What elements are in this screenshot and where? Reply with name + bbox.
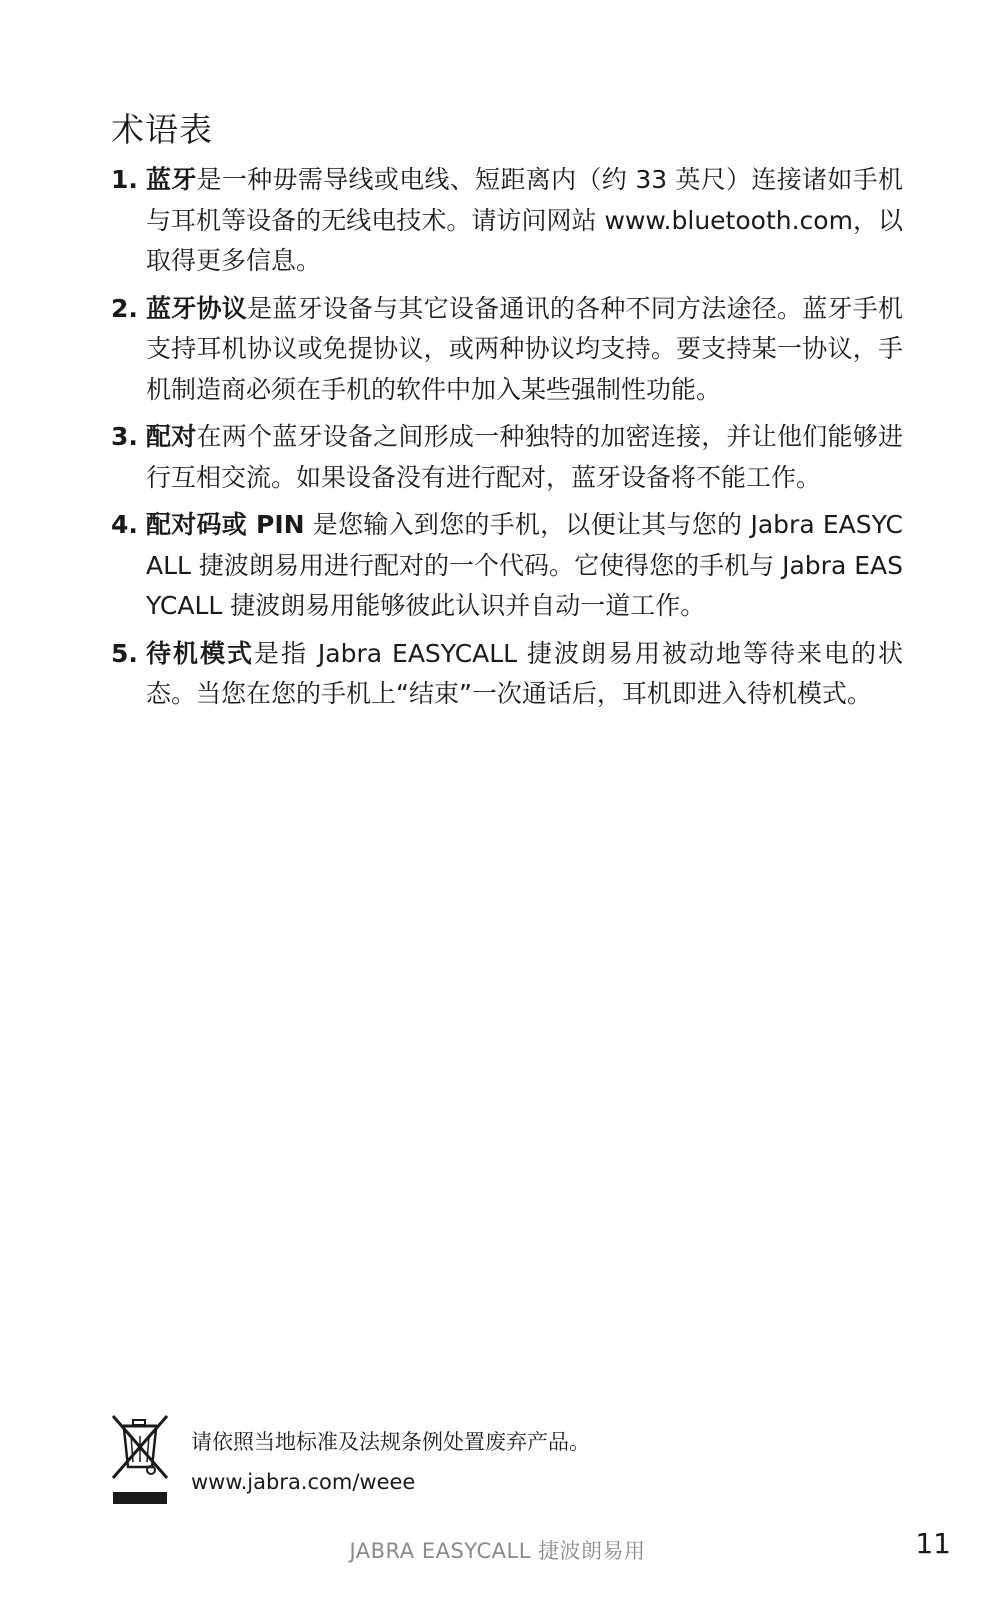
item-description: 是蓝牙设备与其它设备通讯的各种不同方法途径。蓝牙手机支持耳机协议或免提协议，或两种协议均支持。要支持某一协议，手机制造商必须在手机的软件中加入某些强制性功能。	[146, 293, 903, 404]
glossary-item	[111, 417, 903, 498]
item-description: 在两个蓝牙设备之间形成一种独特的加密连接，并让他们能够进行互相交流。如果设备没有进行配对，蓝牙设备将不能工作。	[146, 422, 903, 492]
glossary-item	[111, 289, 903, 411]
item-number: 5.	[111, 638, 138, 668]
weee-disposal-note: 请依照当地标准及法规条例处置废弃产品。	[191, 1430, 590, 1454]
item-number: 1.	[111, 165, 138, 194]
item-term: 待机模式	[146, 638, 254, 668]
glossary-item	[111, 160, 903, 282]
weee-text	[191, 1422, 590, 1502]
item-number: 3.	[111, 422, 138, 451]
item-number: 4.	[111, 510, 138, 539]
item-term: 配对	[146, 422, 197, 451]
weee-notice	[111, 1412, 811, 1522]
item-term: 蓝牙	[146, 165, 197, 194]
glossary-item	[111, 634, 903, 715]
weee-url: www.jabra.com/weee	[191, 1470, 416, 1494]
item-description: 是您输入到您的手机，以便让其与您的 Jabra EASYCALL 捷波朗易用进行配对的一个代码。它使得您的手机与 Jabra EASYCALL 捷波朗易用能够彼此认识并自动一道工作。	[146, 510, 903, 620]
item-description: 是一种毋需导线或电线、短距离内（约 33 英尺）连接诸如手机与耳机等设备的无线电技术。请访问网站 www.bluetooth.com，以取得更多信息。	[146, 165, 903, 275]
item-term: 蓝牙协议	[146, 293, 247, 323]
footer-brand: JABRA EASYCALL 捷波朗易用	[349, 1539, 646, 1563]
item-term: 配对码或 PIN	[146, 510, 305, 539]
item-description: 是指 Jabra EASYCALL 捷波朗易用被动地等待来电的状态。当您在您的手机上“结束”一次通话后，耳机即进入待机模式。	[146, 638, 903, 708]
item-number: 2.	[111, 293, 138, 323]
page-number: 11	[915, 1527, 951, 1560]
crossed-out-wheelie-bin-icon	[111, 1412, 169, 1506]
page-title: 术语表	[111, 110, 213, 149]
glossary-list	[111, 160, 903, 722]
glossary-item	[111, 505, 903, 627]
